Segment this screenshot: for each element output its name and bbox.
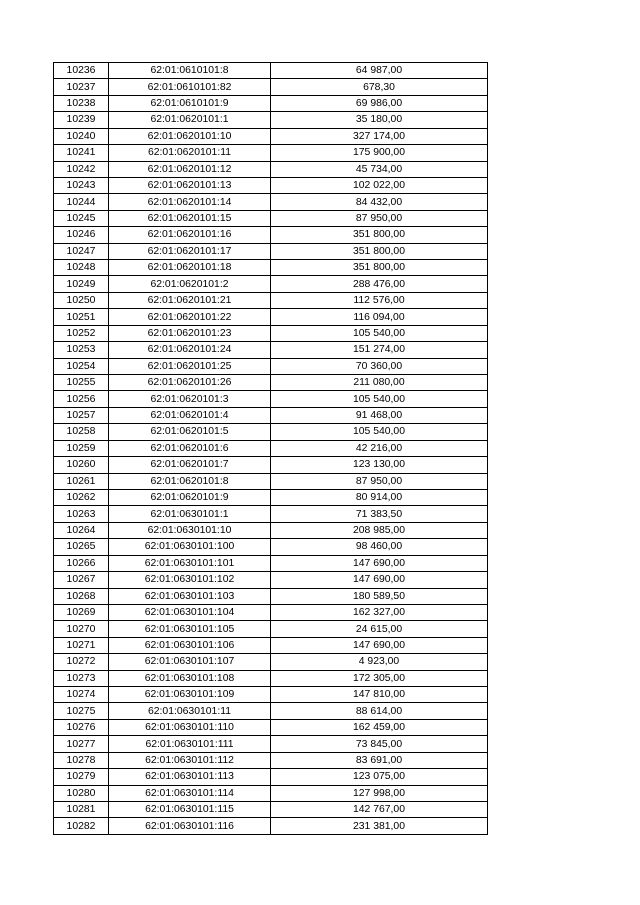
- table-body: [54, 63, 488, 835]
- cadastral-value-cell: 288 476,00: [271, 276, 488, 292]
- cadastral-number-cell: 62:01:0620101:16: [109, 227, 271, 243]
- cadastral-value-cell: 105 540,00: [271, 325, 488, 341]
- row-number-cell: 10241: [54, 145, 109, 161]
- row-number-cell: 10250: [54, 292, 109, 308]
- table-row: [54, 769, 488, 785]
- cadastral-number-cell: 62:01:0630101:116: [109, 818, 271, 834]
- row-number-cell: 10271: [54, 637, 109, 653]
- cadastral-value-cell: 64 987,00: [271, 63, 488, 79]
- cadastral-number-cell: 62:01:0620101:6: [109, 440, 271, 456]
- row-number-cell: 10245: [54, 210, 109, 226]
- cadastral-number-cell: 62:01:0630101:108: [109, 670, 271, 686]
- row-number-cell: 10253: [54, 342, 109, 358]
- cadastral-value-cell: 142 767,00: [271, 801, 488, 817]
- cadastral-number-cell: 62:01:0630101:112: [109, 752, 271, 768]
- cadastral-value-cell: 45 734,00: [271, 161, 488, 177]
- table-row: [54, 522, 488, 538]
- cadastral-number-cell: 62:01:0620101:22: [109, 309, 271, 325]
- table-row: [54, 572, 488, 588]
- row-number-cell: 10280: [54, 785, 109, 801]
- cadastral-number-cell: 62:01:0620101:23: [109, 325, 271, 341]
- row-number-cell: 10256: [54, 391, 109, 407]
- cadastral-value-cell: 105 540,00: [271, 391, 488, 407]
- cadastral-value-cell: 24 615,00: [271, 621, 488, 637]
- row-number-cell: 10269: [54, 604, 109, 620]
- cadastral-value-cell: 162 327,00: [271, 604, 488, 620]
- cadastral-number-cell: 62:01:0620101:26: [109, 375, 271, 391]
- cadastral-number-cell: 62:01:0620101:5: [109, 424, 271, 440]
- cadastral-number-cell: 62:01:0620101:1: [109, 112, 271, 128]
- row-number-cell: 10278: [54, 752, 109, 768]
- cadastral-value-cell: 151 274,00: [271, 342, 488, 358]
- cadastral-value-cell: 70 360,00: [271, 358, 488, 374]
- row-number-cell: 10251: [54, 309, 109, 325]
- cadastral-value-cell: 69 986,00: [271, 95, 488, 111]
- row-number-cell: 10244: [54, 194, 109, 210]
- cadastral-number-cell: 62:01:0620101:8: [109, 473, 271, 489]
- row-number-cell: 10275: [54, 703, 109, 719]
- cadastral-value-cell: 147 690,00: [271, 572, 488, 588]
- row-number-cell: 10266: [54, 555, 109, 571]
- cadastral-number-cell: 62:01:0620101:4: [109, 407, 271, 423]
- cadastral-value-cell: 208 985,00: [271, 522, 488, 538]
- cadastral-number-cell: 62:01:0610101:82: [109, 79, 271, 95]
- table-row: [54, 588, 488, 604]
- cadastral-value-cell: 116 094,00: [271, 309, 488, 325]
- cadastral-number-cell: 62:01:0630101:105: [109, 621, 271, 637]
- table-row: [54, 719, 488, 735]
- cadastral-value-cell: 87 950,00: [271, 473, 488, 489]
- cadastral-number-cell: 62:01:0630101:114: [109, 785, 271, 801]
- table-row: [54, 407, 488, 423]
- cadastral-value-cell: 73 845,00: [271, 736, 488, 752]
- cadastral-number-cell: 62:01:0620101:3: [109, 391, 271, 407]
- table-row: [54, 473, 488, 489]
- cadastral-value-cell: 147 810,00: [271, 687, 488, 703]
- table-row: [54, 440, 488, 456]
- row-number-cell: 10262: [54, 489, 109, 505]
- cadastral-value-cell: 231 381,00: [271, 818, 488, 834]
- table-row: [54, 818, 488, 834]
- cadastral-value-cell: 35 180,00: [271, 112, 488, 128]
- row-number-cell: 10276: [54, 719, 109, 735]
- table-row: [54, 489, 488, 505]
- cadastral-number-cell: 62:01:0620101:2: [109, 276, 271, 292]
- cadastral-value-cell: 102 022,00: [271, 177, 488, 193]
- cadastral-number-cell: 62:01:0630101:115: [109, 801, 271, 817]
- cadastral-value-cell: 351 800,00: [271, 243, 488, 259]
- cadastral-number-cell: 62:01:0620101:14: [109, 194, 271, 210]
- cadastral-value-cell: 351 800,00: [271, 260, 488, 276]
- table-row: [54, 539, 488, 555]
- row-number-cell: 10252: [54, 325, 109, 341]
- table-row: [54, 555, 488, 571]
- cadastral-value-cell: 172 305,00: [271, 670, 488, 686]
- cadastral-number-cell: 62:01:0620101:25: [109, 358, 271, 374]
- table-row: [54, 243, 488, 259]
- table-row: [54, 128, 488, 144]
- cadastral-value-cell: 327 174,00: [271, 128, 488, 144]
- cadastral-value-cell: 87 950,00: [271, 210, 488, 226]
- row-number-cell: 10267: [54, 572, 109, 588]
- table-row: [54, 687, 488, 703]
- cadastral-number-cell: 62:01:0630101:1: [109, 506, 271, 522]
- table-row: [54, 752, 488, 768]
- cadastral-value-cell: 42 216,00: [271, 440, 488, 456]
- cadastral-value-cell: 123 075,00: [271, 769, 488, 785]
- table-row: [54, 145, 488, 161]
- row-number-cell: 10270: [54, 621, 109, 637]
- row-number-cell: 10248: [54, 260, 109, 276]
- cadastral-value-cell: 127 998,00: [271, 785, 488, 801]
- cadastral-value-cell: 175 900,00: [271, 145, 488, 161]
- table-row: [54, 309, 488, 325]
- row-number-cell: 10273: [54, 670, 109, 686]
- cadastral-number-cell: 62:01:0630101:104: [109, 604, 271, 620]
- table-row: [54, 506, 488, 522]
- row-number-cell: 10272: [54, 654, 109, 670]
- table-row: [54, 358, 488, 374]
- cadastral-number-cell: 62:01:0620101:7: [109, 457, 271, 473]
- cadastral-value-cell: 162 459,00: [271, 719, 488, 735]
- table-row: [54, 161, 488, 177]
- row-number-cell: 10247: [54, 243, 109, 259]
- cadastral-number-cell: 62:01:0620101:24: [109, 342, 271, 358]
- row-number-cell: 10246: [54, 227, 109, 243]
- table-row: [54, 736, 488, 752]
- row-number-cell: 10277: [54, 736, 109, 752]
- cadastral-number-cell: 62:01:0630101:11: [109, 703, 271, 719]
- table-row: [54, 177, 488, 193]
- row-number-cell: 10265: [54, 539, 109, 555]
- table-row: [54, 670, 488, 686]
- cadastral-value-cell: 4 923,00: [271, 654, 488, 670]
- row-number-cell: 10239: [54, 112, 109, 128]
- cadastral-value-cell: 147 690,00: [271, 555, 488, 571]
- row-number-cell: 10236: [54, 63, 109, 79]
- cadastral-value-cell: 180 589,50: [271, 588, 488, 604]
- cadastral-value-cell: 88 614,00: [271, 703, 488, 719]
- cadastral-value-cell: 123 130,00: [271, 457, 488, 473]
- cadastral-number-cell: 62:01:0630101:100: [109, 539, 271, 555]
- cadastral-number-cell: 62:01:0630101:109: [109, 687, 271, 703]
- cadastral-number-cell: 62:01:0630101:110: [109, 719, 271, 735]
- cadastral-value-cell: 80 914,00: [271, 489, 488, 505]
- cadastral-value-cell: 71 383,50: [271, 506, 488, 522]
- cadastral-number-cell: 62:01:0620101:9: [109, 489, 271, 505]
- table-row: [54, 604, 488, 620]
- table-row: [54, 276, 488, 292]
- cadastral-number-cell: 62:01:0620101:12: [109, 161, 271, 177]
- cadastral-value-cell: 211 080,00: [271, 375, 488, 391]
- cadastral-number-cell: 62:01:0620101:13: [109, 177, 271, 193]
- row-number-cell: 10260: [54, 457, 109, 473]
- row-number-cell: 10255: [54, 375, 109, 391]
- table-row: [54, 210, 488, 226]
- row-number-cell: 10261: [54, 473, 109, 489]
- cadastral-value-table: [53, 62, 488, 835]
- row-number-cell: 10243: [54, 177, 109, 193]
- cadastral-value-cell: 98 460,00: [271, 539, 488, 555]
- row-number-cell: 10249: [54, 276, 109, 292]
- cadastral-value-cell: 84 432,00: [271, 194, 488, 210]
- cadastral-value-cell: 678,30: [271, 79, 488, 95]
- row-number-cell: 10254: [54, 358, 109, 374]
- cadastral-number-cell: 62:01:0630101:113: [109, 769, 271, 785]
- cadastral-number-cell: 62:01:0630101:106: [109, 637, 271, 653]
- table-row: [54, 63, 488, 79]
- table-row: [54, 342, 488, 358]
- row-number-cell: 10238: [54, 95, 109, 111]
- row-number-cell: 10258: [54, 424, 109, 440]
- table-row: [54, 112, 488, 128]
- table-row: [54, 457, 488, 473]
- table-row: [54, 79, 488, 95]
- table-row: [54, 95, 488, 111]
- row-number-cell: 10274: [54, 687, 109, 703]
- cadastral-number-cell: 62:01:0620101:15: [109, 210, 271, 226]
- row-number-cell: 10264: [54, 522, 109, 538]
- cadastral-number-cell: 62:01:0610101:9: [109, 95, 271, 111]
- table-row: [54, 637, 488, 653]
- cadastral-number-cell: 62:01:0620101:18: [109, 260, 271, 276]
- row-number-cell: 10259: [54, 440, 109, 456]
- cadastral-value-cell: 112 576,00: [271, 292, 488, 308]
- table-row: [54, 785, 488, 801]
- table-row: [54, 375, 488, 391]
- table-row: [54, 194, 488, 210]
- cadastral-number-cell: 62:01:0620101:11: [109, 145, 271, 161]
- cadastral-number-cell: 62:01:0630101:111: [109, 736, 271, 752]
- table-row: [54, 325, 488, 341]
- cadastral-number-cell: 62:01:0620101:17: [109, 243, 271, 259]
- cadastral-value-cell: 91 468,00: [271, 407, 488, 423]
- cadastral-number-cell: 62:01:0620101:10: [109, 128, 271, 144]
- row-number-cell: 10268: [54, 588, 109, 604]
- table-row: [54, 391, 488, 407]
- row-number-cell: 10282: [54, 818, 109, 834]
- cadastral-value-cell: 351 800,00: [271, 227, 488, 243]
- row-number-cell: 10257: [54, 407, 109, 423]
- cadastral-value-cell: 83 691,00: [271, 752, 488, 768]
- cadastral-number-cell: 62:01:0620101:21: [109, 292, 271, 308]
- cadastral-number-cell: 62:01:0630101:107: [109, 654, 271, 670]
- row-number-cell: 10281: [54, 801, 109, 817]
- row-number-cell: 10279: [54, 769, 109, 785]
- table-row: [54, 703, 488, 719]
- cadastral-number-cell: 62:01:0610101:8: [109, 63, 271, 79]
- cadastral-number-cell: 62:01:0630101:10: [109, 522, 271, 538]
- row-number-cell: 10263: [54, 506, 109, 522]
- row-number-cell: 10237: [54, 79, 109, 95]
- row-number-cell: 10242: [54, 161, 109, 177]
- cadastral-value-cell: 147 690,00: [271, 637, 488, 653]
- cadastral-number-cell: 62:01:0630101:101: [109, 555, 271, 571]
- row-number-cell: 10240: [54, 128, 109, 144]
- table-row: [54, 801, 488, 817]
- table-row: [54, 227, 488, 243]
- table-row: [54, 424, 488, 440]
- cadastral-number-cell: 62:01:0630101:102: [109, 572, 271, 588]
- cadastral-number-cell: 62:01:0630101:103: [109, 588, 271, 604]
- cadastral-value-cell: 105 540,00: [271, 424, 488, 440]
- table-row: [54, 292, 488, 308]
- table-row: [54, 654, 488, 670]
- table-row: [54, 260, 488, 276]
- table-row: [54, 621, 488, 637]
